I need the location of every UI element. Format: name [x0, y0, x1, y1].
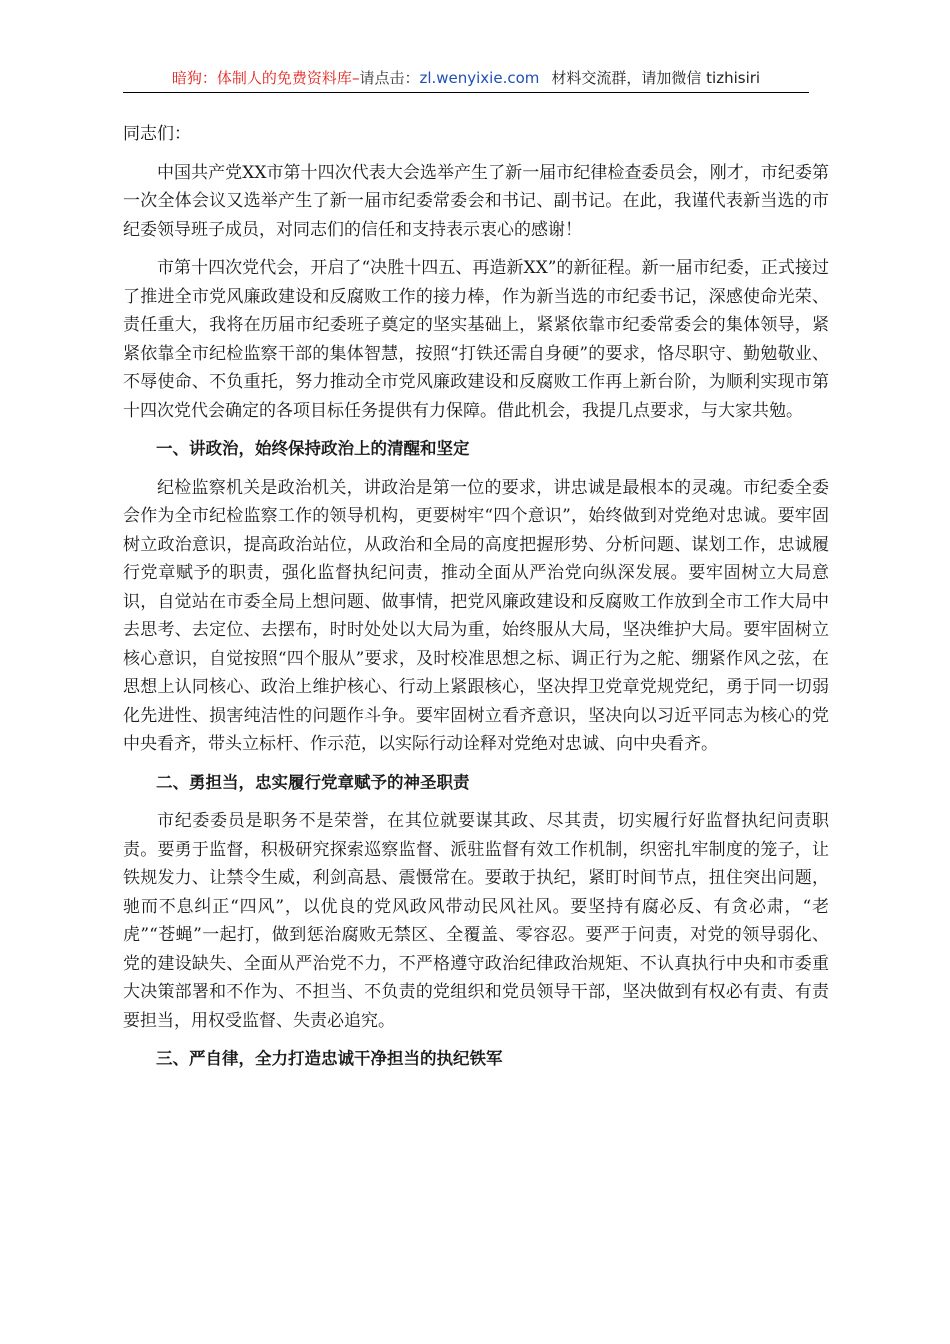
- greeting: 同志们：: [123, 124, 191, 144]
- header-brand: 暗狗：体制人的免费资料库: [171, 69, 352, 87]
- intro-paragraph: 市第十四次党代会，开启了“决胜十四五、再造新XX”的新征程。新一届市纪委，正式接过了推进全市党风廉政建设和反腐败工作的接力棒，作为新当选的市纪委书记，深感使命光荣、责任重大，我将在历届市纪委班子奠定的坚实基础上，紧紧依靠市纪委常委会的集体领导，紧紧依靠全市纪检监察干部的集体智慧，按照“打铁还需自身硬”的要求，恪尽职守、勤勉敬业、不辱使命、不负重托，努力推动全市党风廉政建设和反腐败工作再上新台阶，为顺利实现市第十四次党代会确定的各项目标任务提供有力保障。借此机会，我提几点要求，与大家共勉。: [123, 258, 829, 421]
- document-body: [123, 120, 829, 1084]
- section-heading: 三、严自律，全力打造忠诚干净担当的执纪铁军: [156, 1049, 503, 1068]
- section-paragraph: 市纪委委员是职务不是荣誉，在其位就要谋其政、尽其责，切实履行好监督执纪问责职责。要勇于监督，积极研究探索巡察监督、派驻监督有效工作机制，织密扎牢制度的笼子，让铁规发力、让禁令生威，利剑高悬、震慑常在。要敢于执纪，紧盯时间节点，扭住突出问题，驰而不息纠正“四风”，以优良的党风政风带动民风社风。要坚持有腐必反、有贪必肃，“老虎”“苍蝇”一起打，做到惩治腐败无禁区、全覆盖、零容忍。要严于问责，对党的领导弱化、党的建设缺失、全面从严治党不力，不严格遵守政治纪律政治规矩、不认真执行中央和市委重大决策部署和不作为、不担当、不负责的党组织和党员领导干部，坚决做到有权必有责、有责要担当，用权受监督、失责必追究。: [123, 811, 829, 1031]
- page-header: [123, 66, 809, 93]
- section-heading: 二、勇担当，忠实履行党章赋予的神圣职责: [156, 772, 470, 792]
- intro-paragraph: 中国共产党XX市第十四次代表大会选举产生了新一届市纪律检查委员会，刚才，市纪委第一次全体会议又选举产生了新一届市纪委常委会和书记、副书记。在此，我谨代表新当选的市纪委领导班子成员，对同志们的信任和支持表示衷心的感谢！: [123, 162, 829, 240]
- section-paragraph: 纪检监察机关是政治机关，讲政治是第一位的要求，讲忠诚是最根本的灵魂。市纪委全委会作为全市纪检监察工作的领导机构，更要树牢“四个意识”，始终做到对党绝对忠诚。要牢固树立政治意识，提高政治站位，从政治和全局的高度把握形势、分析问题、谋划工作，忠诚履行党章赋予的职责，强化监督执纪问责，推动全面从严治党向纵深发展。要牢固树立大局意识，自觉站在市委全局上想问题、做事情，把党风廉政建设和反腐败工作放到全市工作大局中去思考、去定位、去摆布，时时处处以大局为重，始终服从大局，坚决维护大局。要牢固树立核心意识，自觉按照“四个服从”要求，及时校准思想之标、调正行为之舵、绷紧作风之弦，在思想上认同核心、政治上维护核心、行动上紧跟核心，坚决捍卫党章党规党纪，勇于同一切弱化先进性、损害纯洁性的问题作斗争。要牢固树立看齐意识，坚决向以习近平同志为核心的党中央看齐，带头立标杆、作示范，以实际行动诠释对党绝对忠诚、向中央看齐。: [123, 477, 829, 754]
- header-dash: –: [351, 69, 360, 87]
- section-heading: 一、讲政治，始终保持政治上的清醒和坚定: [156, 439, 470, 458]
- header-url-link[interactable]: zl.wenyixie.com: [419, 69, 540, 87]
- header-prompt: 请点击：: [359, 69, 420, 87]
- header-group-note: 材料交流群，请加微信 tizhisiri: [551, 69, 761, 87]
